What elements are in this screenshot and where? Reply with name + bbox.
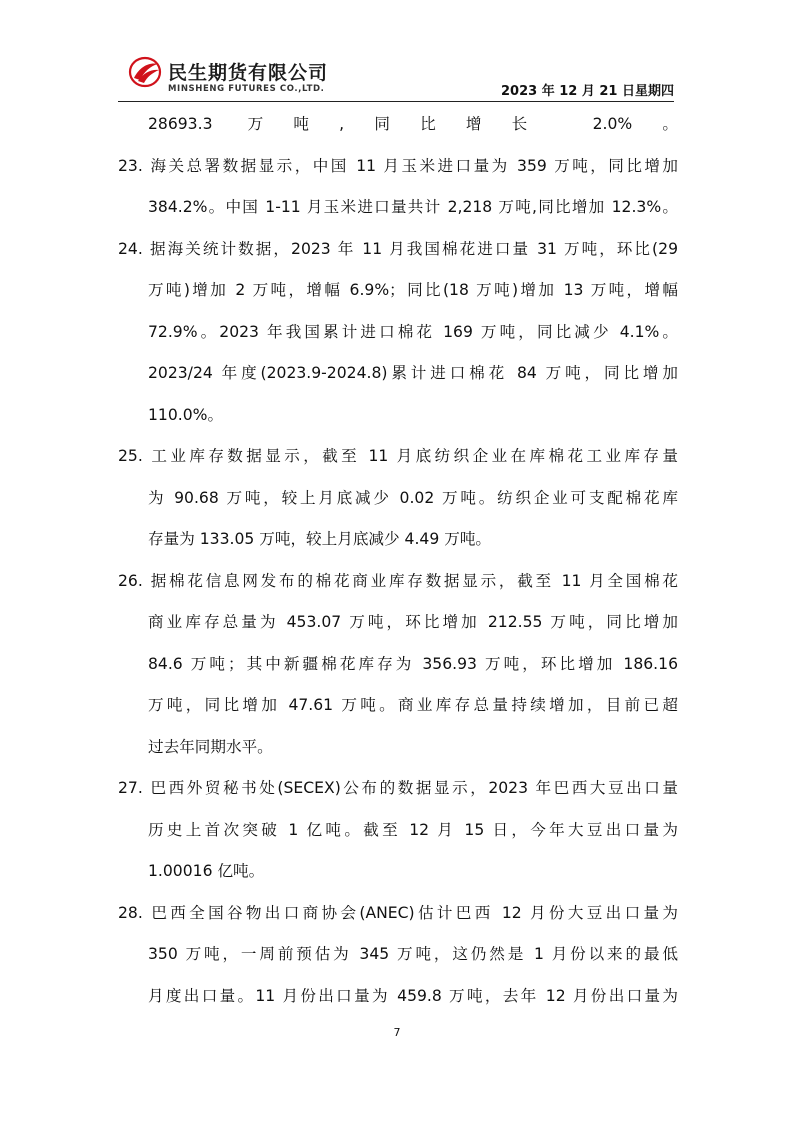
text-line: 1.00016 亿吨。: [148, 862, 265, 880]
text-line: 2023/24 年度(2023.9-2024.8)累计进口棉花 84 万吨，同比增加: [148, 364, 678, 382]
text-line: 存量为 133.05 万吨，较上月底减少 4.49 万吨。: [148, 530, 492, 548]
text-line: 历史上首次突破 1 亿吨。截至 12 月 15 日，今年大豆出口量为: [148, 820, 678, 839]
text-line: 28693.3 万吨,同比增长 2.0%。: [148, 115, 678, 133]
text-line: 万吨，同比增加 47.61 万吨。商业库存总量持续增加，目前已超: [148, 696, 678, 714]
list-item-28: 28. 巴西全国谷物出口商协会(ANEC)估计巴西 12 月份大豆出口量为: [118, 893, 678, 935]
text-line: 商业库存总量为 453.07 万吨，环比增加 212.55 万吨，同比增加: [148, 613, 678, 631]
item-number: 24.: [118, 239, 143, 258]
text-line: 110.0%。: [148, 405, 224, 424]
minsheng-logo-icon: [128, 56, 162, 88]
header-date: 2023 年 12 月 21 日星期四: [501, 84, 674, 99]
text-line: 84.6 万吨；其中新疆棉花库存为 356.93 万吨，环比增加 186.16: [148, 654, 678, 673]
list-item-25: 25. 工业库存数据显示，截至 11 月底纺织企业在库棉花工业库存量: [118, 436, 678, 478]
company-name-cn: 民生期货有限公司: [168, 62, 329, 84]
text-line: 为 90.68 万吨，较上月底减少 0.02 万吨。纺织企业可支配棉花库: [148, 488, 678, 507]
text-line: 过去年同期水平。: [148, 737, 273, 756]
page-header: [118, 50, 674, 102]
text-line: 384.2%。中国 1-11 月玉米进口量共计 2,218 万吨,同比增加 12.3%。: [148, 198, 678, 216]
text-line: 月度出口量。11 月份出口量为 459.8 万吨，去年 12 月份出口量为: [148, 986, 678, 1005]
item-number: 23.: [118, 156, 143, 175]
text-line: 72.9%。2023 年我国累计进口棉花 169 万吨，同比减少 4.1%。: [148, 322, 678, 341]
list-item-24: 24. 据海关统计数据，2023 年 11 月我国棉花进口量 31 万吨，环比(29: [118, 229, 678, 271]
page-number: 7: [393, 1026, 401, 1039]
header-divider: [118, 101, 674, 102]
document-body: [118, 104, 678, 1017]
list-item-26: 26. 据棉花信息网发布的棉花商业库存数据显示，截至 11 月全国棉花: [118, 561, 678, 603]
list-item-23: 23. 海关总署数据显示，中国 11 月玉米进口量为 359 万吨，同比增加: [118, 146, 678, 188]
item-number: 26.: [118, 571, 143, 590]
item-number: 28.: [118, 903, 143, 922]
item-number: 27.: [118, 779, 143, 797]
text-line: 350 万吨，一周前预估为 345 万吨，这仍然是 1 月份以来的最低: [148, 945, 678, 963]
item-number: 25.: [118, 447, 143, 465]
text-line: 万吨)增加 2 万吨，增幅 6.9%；同比(18 万吨)增加 13 万吨，增幅: [148, 281, 678, 299]
company-name-en: MINSHENG FUTURES CO.,LTD.: [168, 84, 325, 94]
list-item-27: 27. 巴西外贸秘书处(SECEX)公布的数据显示，2023 年巴西大豆出口量: [118, 768, 678, 810]
